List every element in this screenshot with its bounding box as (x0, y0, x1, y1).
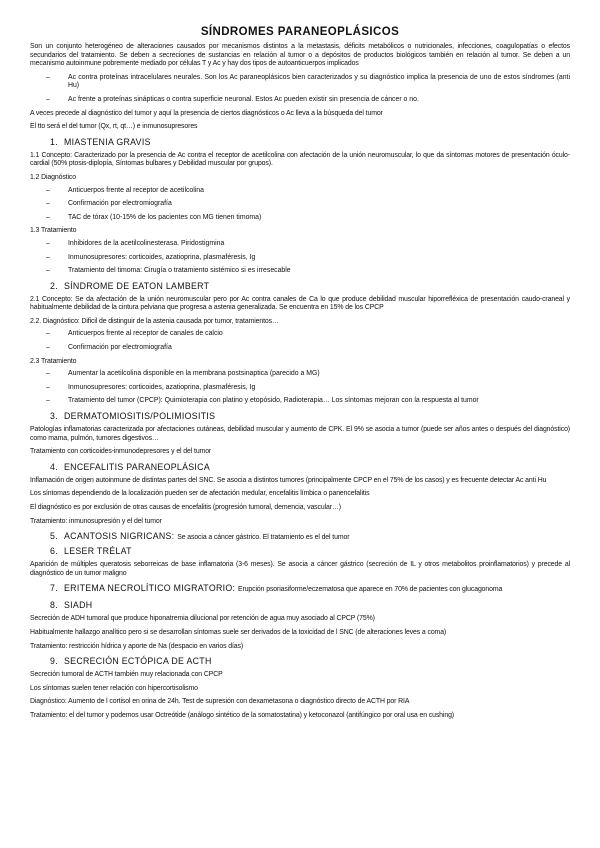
bullet-list (30, 370, 570, 406)
list-item: – Inmunosupresores: corticoides, azatioprina, plasmaféresis, Ig (46, 384, 570, 393)
section-inline-text: Se asocia a cáncer gástrico. El tratamiento es el del tumor (177, 534, 350, 542)
section-heading-eritema (50, 583, 570, 595)
list-item: – Inhibidores de la acetilcolinesterasa. Piridostigmina (46, 240, 570, 249)
section-heading-miastenia (50, 137, 570, 147)
section-heading-acth (50, 656, 570, 666)
subsection-label: 2.2. Diagnóstico: Dificil de distinguir de la astenia causada por tumor, tratamientos… (30, 317, 279, 325)
section-paragraph: 1.1 Concepto: Caracterizado por la presencia de Ac contra el receptor de acetilcolina con afectación de la unión neuromuscular, lo que da síntomas motores de presentación óculo-cardial (50% ptosis-diplopía, Síntomas bulbares y Debilidad muscular por grupos). (30, 151, 570, 168)
section-paragraph: Tratamiento: el del tumor y podemos usar Octreótide (análogo sintético de la somatostatina) y ketoconazol (antifúngico por oral usa en cushing) (30, 711, 455, 719)
section-paragraph: 2.1 Concepto: Se da afectación de la unión neuromuscular pero por Ac contra canales de Ca lo que produce debilidad muscular hiporrefléxica de presentación caudo-craneal y habitualmente debilidad de la cintura pelviana que progresa a astenia generalizada. Se encuentra en 15% de los CPCP (30, 295, 570, 312)
section-title: DERMATOMIOSITIS/POLIMIOSITIS (64, 411, 216, 422)
section-number: 9. (50, 656, 58, 667)
list-item: – Confirmación por electromiografía (46, 200, 570, 209)
list-item: – TAC de tórax (10-15% de los pacientes con MG tienen timoma) (46, 214, 570, 223)
section-number: 7. (50, 583, 58, 594)
section-title: SIADH (64, 600, 93, 611)
bullet-list (30, 240, 570, 276)
intro-paragraph: Son un conjunto heterogéneo de alteraciones causados por mecanismos distintos a la metastasis, déficits metabólicos o nutricionales, infecciones, coagulopatías o efectos secundarios del tratamiento. Se deben a secreciones de sustancias en relación al tumor o a depósitos de productos biológicos también en relación al tumor. Se deben a un mecanismo autoinmune pobremente mediado por células T y Ac y hay dos tipos de autoanticuerpos implicados (30, 43, 570, 68)
intro-paragraph-3: El tto será el del tumor (Qx, rt, qt…) e inmunosupresores (30, 123, 198, 131)
section-paragraph: Tratamiento: inmunosupresión y el del tumor (30, 517, 162, 525)
section-title: ENCEFALITIS PARANEOPLÁSICA (64, 461, 210, 472)
subsection-label: 2.3 Tratamiento (30, 357, 77, 365)
section-number: 4. (50, 461, 58, 472)
section-paragraph: El diagnóstico es por exclusión de otras causas de encefalitis (progresión tumoral, demencia, vascular…) (30, 504, 341, 511)
section-number: 2. (50, 280, 58, 291)
section-paragraph: Los síntomas suelen tener relación con hipercortisolismo (30, 684, 198, 692)
section-paragraph: Habitualmente hallazgo analítico pero si se desarrollan síntomas suele ser derivados de la toxicidad de l SNC (de alteraciones leves a coma) (30, 628, 447, 636)
section-paragraph: Tratamiento con corticoides-inmunodepresores y el del tumor (30, 448, 212, 456)
intro-bullet-list (30, 74, 570, 105)
section-heading-siadh (50, 600, 570, 610)
section-paragraph: Secreción de ADH tumoral que produce hiponatremia dilucional por retención de agua muy asociado al CPCP (75%) (30, 615, 375, 623)
list-item: – Anticuerpos frente al receptor de acetilcolina (46, 187, 570, 196)
bullet-list (30, 330, 570, 352)
section-heading-acantosis (50, 531, 570, 541)
section-number: 8. (50, 600, 58, 611)
section-heading-leser-trelat (50, 546, 570, 556)
section-heading-encefalitis (50, 462, 570, 472)
section-inline-text: Erupción psoriasiforme/eczematosa que aparece en 70% de pacientes con glucagonoma (238, 586, 503, 594)
section-paragraph: Tratamiento: restricción hídrica y aporte de Na (despacio en varios días) (30, 642, 244, 650)
list-item: – Tratamiento del timoma: Cirugía o tratamiento sistémico si es irresecable (46, 267, 570, 276)
section-title: ACANTOSIS NIGRICANS: (64, 531, 175, 542)
bullet-list (30, 187, 570, 223)
section-number: 1. (50, 136, 58, 147)
list-item: – Anticuerpos frente al receptor de canales de calcio (46, 330, 570, 339)
list-item: – Inmunosupresores: corticoides, azatioprina, plasmaféresis, Ig (46, 254, 570, 263)
section-title: SECRECIÓN ECTÓPICA DE ACTH (64, 656, 212, 667)
section-title: MIASTENIA GRAVIS (64, 136, 151, 147)
section-title: ERITEMA NECROLÍTICO MIGRATORIO: (64, 583, 236, 594)
list-item: – Aumentar la acetilcolina disponible en la membrana postsinaptica (parecido a MG) (46, 370, 570, 379)
section-paragraph: Aparición de múltiples queratosis seborreicas de base inflamatoria (3-6 meses). Se asocia a cáncer gástrico (secreción de IL y otros metabolitos proinflamatorios) y precede al diagnóstico de un tumor maligno (30, 561, 570, 577)
section-paragraph: Secreción tumoral de ACTH también muy relacionada con CPCP (30, 671, 223, 679)
intro-paragraph-2: A veces precede al diagnóstico del tumor y aquí la presencia de ciertos diagnósticos o Ac lleva a la búsqueda del tumor (30, 109, 383, 117)
section-number: 6. (50, 546, 58, 557)
section-heading-eaton-lambert (50, 281, 570, 291)
section-number: 3. (50, 411, 58, 422)
intro-bullet: – Ac contra proteínas intracelulares neurales. Son los Ac paraneoplásicos bien caracterizados y su diagnóstico implica la presencia de uno de estos síndromes (anti Hu) (46, 74, 570, 91)
section-paragraph: Diagnóstico: Aumento de l cortisol en orina de 24h. Test de supresión con dexametasona o diagnóstico directo de ACTH por RIA (30, 698, 410, 706)
section-title: SÍNDROME DE EATON LAMBERT (64, 280, 210, 291)
list-item: – Confirmación por electromiografía (46, 344, 570, 353)
section-paragraph: Los síntomas dependiendo de la localización pueden ser de afectación medular, encefalitis límbica o panencefalitis (30, 490, 370, 498)
section-number: 5. (50, 531, 58, 542)
section-title: LESER TRÉLAT (64, 546, 132, 557)
list-item: – Tratamiento del tumor (CPCP): Quimioterapia con platino y etopósido, Radioterapia… Los síntomas mejoran con la respuesta al tumor (46, 397, 570, 406)
intro-bullet: – Ac frente a proteínas sinápticas o contra superficie neuronal. Estos Ac pueden existir sin presencia de cáncer o no. (46, 96, 570, 105)
document-title: SÍNDROMES PARANEOPLÁSICOS (200, 26, 400, 38)
section-paragraph: Inflamación de origen autoinmune de distintas partes del SNC. Se asocia a distintos tumores (principalmente CPCP en el 75% de los casos) y es frecuente detectar Ac anti Hu (30, 476, 547, 484)
section-heading-dermatomiositis (50, 411, 570, 421)
subsection-label: 1.3 Tratamiento (30, 227, 77, 235)
section-paragraph: Patologías inflamatorias caracterizada por afectaciones cutáneas, debilidad muscular y aumento de CPK. El 9% se asocia a tumor (puede ser años antes o después del diagnóstico) como mama, pulmón, tumores digestivos… (30, 426, 570, 442)
subsection-label: 1.2 Diagnóstico (30, 173, 76, 181)
